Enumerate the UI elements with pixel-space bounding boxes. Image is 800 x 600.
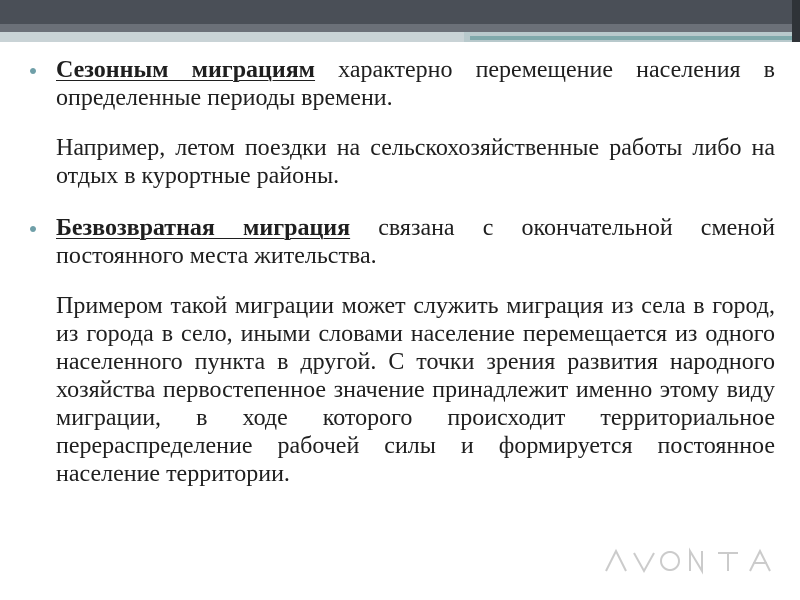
header-bar [0,0,800,24]
bullet-icon [30,226,36,232]
bullet-icon [30,68,36,74]
paragraph-text: Например, летом поездки на сельскохозяйственные работы либо на отдых в курортные районы. [56,135,775,189]
term-seasonal-migration: Сезонным миграциям [56,57,316,83]
paragraph-text: характерно перемещение населения в определенные периоды времени. [56,57,776,111]
paragraph-irreversible-example [30,292,775,488]
header-accent-teal [470,36,800,40]
term-irreversible-migration: Безвозвратная миграция [56,215,351,241]
logo-watermark-icon [600,543,780,577]
paragraph-irreversible-migration [30,214,775,270]
header-bar-shadow [0,24,800,32]
slide-content [30,56,775,512]
paragraph-text: связана с окончательной сменой постоянного места жительства. [56,215,775,269]
paragraph-seasonal-example [30,134,775,190]
paragraph-seasonal-migration [30,56,775,112]
header-accent-edge [792,0,800,42]
paragraph-text: Примером такой миграции может служить миграция из села в город, из города в село, иными словами население перемещается из одного населенного пункта в другой. С точки зрения развития народного хозяйства первостепенное значение принадлежит именно этому виду миграции, в ходе которого происходит территориальное перераспределение рабочей силы и формируется постоянное население территории. [56,293,775,487]
